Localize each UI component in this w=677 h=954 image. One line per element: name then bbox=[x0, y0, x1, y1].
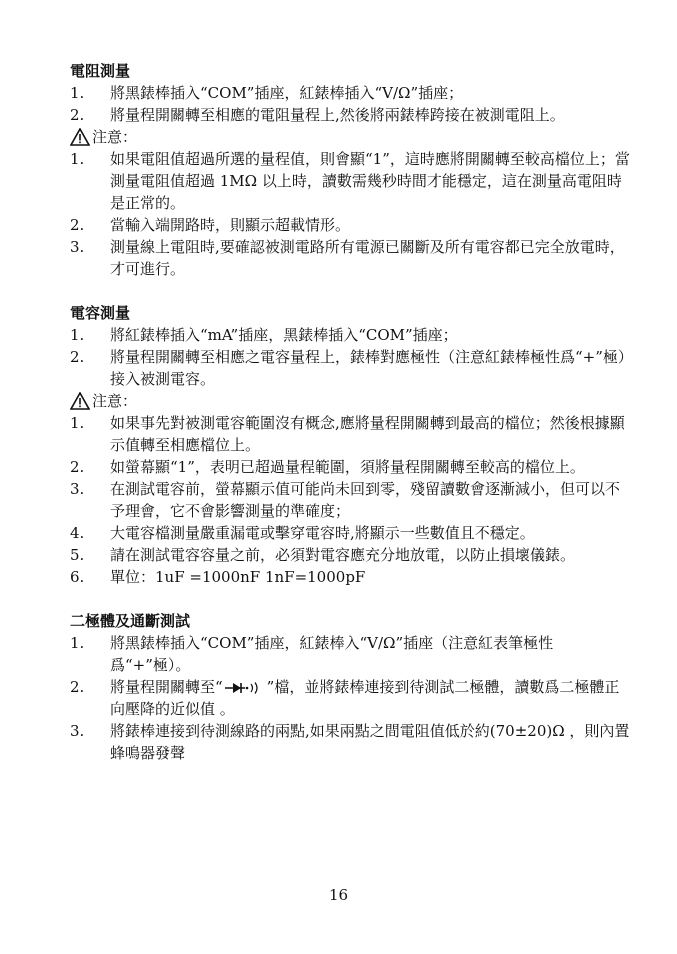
capacitance-notes bbox=[70, 412, 630, 588]
diode-buzzer-icon bbox=[225, 681, 265, 695]
list-item: 2. 將量程開關轉至相應之電容量程上，錶棒對應極性（注意紅錶棒極性爲“+”極）接入被測電容。 bbox=[70, 348, 626, 388]
list-item: 2. 當輸入端開路時，則顯示超載情形。 bbox=[70, 216, 351, 234]
list-item: 2. 將量程開關轉至相應的電阻量程上,然後將兩錶棒跨接在被測電阻上。 bbox=[70, 106, 565, 124]
warning-icon bbox=[70, 128, 90, 146]
list-item: 3. 將錶棒連接到待測線路的兩點,如果兩點之間電阻值低於約(70±20)Ω ，則內置蜂鳴器發聲 bbox=[70, 722, 630, 762]
list-item: 1. 如果電阻值超過所選的量程值，則會顯“1”，這時應將開關轉至較高檔位上；當測量電阻值超過 1MΩ 以上時，讀數需幾秒時間才能穩定，這在測量高電阻時是正常的。 bbox=[70, 150, 630, 212]
list-item: 5. 請在測試電容容量之前，必須對電容應充分地放電，以防止損壞儀錶。 bbox=[70, 546, 576, 564]
diode-steps bbox=[70, 632, 630, 764]
page-number: 16 bbox=[328, 886, 349, 904]
list-item: 1. 將黑錶棒插入“COM”插座，紅錶棒插入“V/Ω”插座； bbox=[70, 84, 464, 102]
resistance-title: 電阻測量 bbox=[70, 62, 131, 80]
capacitance-note-heading bbox=[70, 390, 630, 412]
list-item: 3. 測量線上電阻時,要確認被測電路所有電源已關斷及所有電容都已完全放電時，才可進行。 bbox=[70, 238, 625, 278]
resistance-notes bbox=[70, 148, 630, 280]
list-item: 1. 如果事先對被測電容範圍沒有概念,應將量程開關轉到最高的檔位；然後根據顯示值轉至相應檔位上。 bbox=[70, 414, 625, 454]
list-item: 6. 單位：1uF =1000nF 1nF=1000pF bbox=[70, 568, 366, 586]
list-item: 1. 將黑錶棒插入“COM”插座，紅錶棒入“V/Ω”插座（注意紅表筆極性爲“+”極）。 bbox=[70, 634, 554, 674]
list-item: 3. 在測試電容前，螢幕顯示值可能尚未回到零，殘留讀數會逐漸減小，但可以不予理會，它不會影響測量的準確度； bbox=[70, 480, 621, 520]
list-item: 2. 將量程開關轉至“ ”檔，並將錶棒連接到待測試二極體，讀數爲二極體正向壓降的近似值 。 bbox=[70, 678, 620, 718]
note-label: 注意： bbox=[92, 392, 138, 410]
manual-page bbox=[70, 60, 630, 764]
note-label: 注意： bbox=[92, 128, 138, 146]
capacitance-steps bbox=[70, 324, 630, 390]
list-item: 1. 將紅錶棒插入“mA”插座，黑錶棒插入“COM”插座； bbox=[70, 326, 458, 344]
list-item: 4. 大電容檔測量嚴重漏電或擊穿電容時,將顯示一些數值且不穩定。 bbox=[70, 524, 535, 542]
resistance-note-heading bbox=[70, 126, 630, 148]
capacitance-title: 電容測量 bbox=[70, 304, 131, 322]
resistance-steps bbox=[70, 82, 630, 126]
diode-title: 二極體及通斷測試 bbox=[70, 612, 191, 630]
list-item: 2. 如螢幕顯“1”，表明已超過量程範圍，須將量程開關轉至較高的檔位上。 bbox=[70, 458, 585, 476]
warning-icon bbox=[70, 392, 90, 410]
